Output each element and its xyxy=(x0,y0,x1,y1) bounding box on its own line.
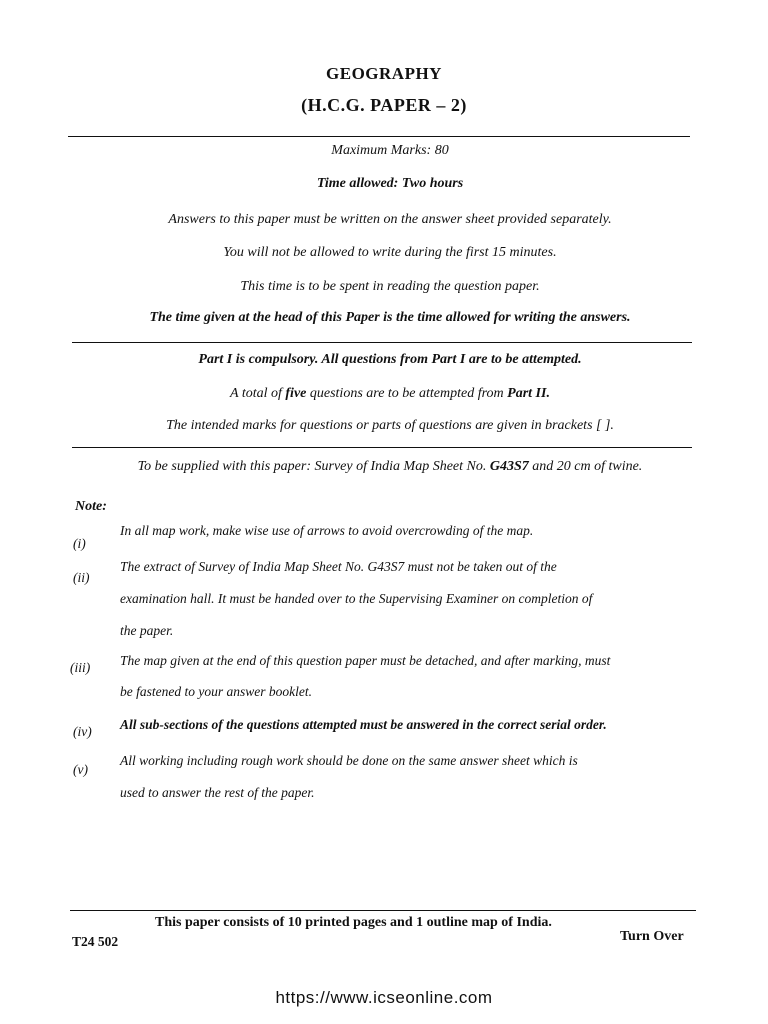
source-url: https://www.icseonline.com xyxy=(275,988,493,1007)
note-item-text: the paper. xyxy=(120,623,174,638)
footer-divider xyxy=(70,910,696,911)
time-allowed: Time allowed: Two hours xyxy=(316,176,464,191)
note-item-text: be fastened to your answer booklet. xyxy=(120,684,312,699)
part-two-text-a: A total of xyxy=(230,386,286,401)
turn-over: Turn Over xyxy=(620,929,684,944)
part-two-text-b: questions are to be attempted from xyxy=(306,386,508,401)
note-item-text: examination hall. It must be handed over to the Supervising Examiner on completion of xyxy=(120,591,593,606)
parts-divider xyxy=(72,447,692,448)
pages-note: This paper consists of 10 printed pages and 1 outline map of India. xyxy=(155,915,552,930)
part-two-label: Part II. xyxy=(507,386,550,401)
note-number: (i) xyxy=(73,536,86,551)
note-number: (v) xyxy=(73,762,88,777)
part-two-five: five xyxy=(285,386,307,401)
part-two-count xyxy=(60,386,720,402)
subject-title: GEOGRAPHY xyxy=(326,64,442,83)
instruction-time-given: The time given at the head of this Paper is the time allowed for writing the answers. xyxy=(149,310,631,325)
supplied-suffix: and 20 cm of twine. xyxy=(528,459,643,474)
map-sheet-number: G43S7 xyxy=(489,459,529,474)
note-item-text: In all map work, make wise use of arrows to avoid overcrowding of the map. xyxy=(120,523,534,538)
marks-in-brackets: The intended marks for questions or parts of questions are given in brackets [ ]. xyxy=(166,418,614,433)
maximum-marks: Maximum Marks: 80 xyxy=(331,143,449,158)
supplied-prefix: To be supplied with this paper: Survey of India Map Sheet No. xyxy=(137,459,490,474)
note-item-text: used to answer the rest of the paper. xyxy=(120,785,315,800)
note-item-text xyxy=(120,559,700,575)
note-label: Note: xyxy=(75,499,107,514)
note-item-text: All working including rough work should be done on the same answer sheet which is xyxy=(120,753,578,768)
instruction-reading-time: This time is to be spent in reading the question paper. xyxy=(240,279,540,294)
note-line: The extract of Survey of India Map Sheet No. G43S7 must not be taken out of the xyxy=(120,559,557,574)
note-number: (iv) xyxy=(73,724,92,739)
note-number: (ii) xyxy=(73,570,90,585)
supplied-with-paper xyxy=(60,459,720,475)
part-one-compulsory: Part I is compulsory. All questions from Part I are to be attempted. xyxy=(198,352,582,367)
note-item-text: The map given at the end of this question paper must be detached, and after marking, must xyxy=(120,653,611,668)
instructions-divider xyxy=(72,342,692,343)
paper-code: T24 502 xyxy=(72,934,119,949)
note-item-text: All sub-sections of the questions attempted must be answered in the correct serial order. xyxy=(120,717,607,732)
instruction-answer-sheet: Answers to this paper must be written on the answer sheet provided separately. xyxy=(168,212,612,227)
note-number: (iii) xyxy=(70,660,91,675)
instruction-no-writing: You will not be allowed to write during the first 15 minutes. xyxy=(223,245,557,260)
header-divider xyxy=(68,136,690,137)
paper-subtitle: (H.C.G. PAPER – 2) xyxy=(301,95,467,115)
